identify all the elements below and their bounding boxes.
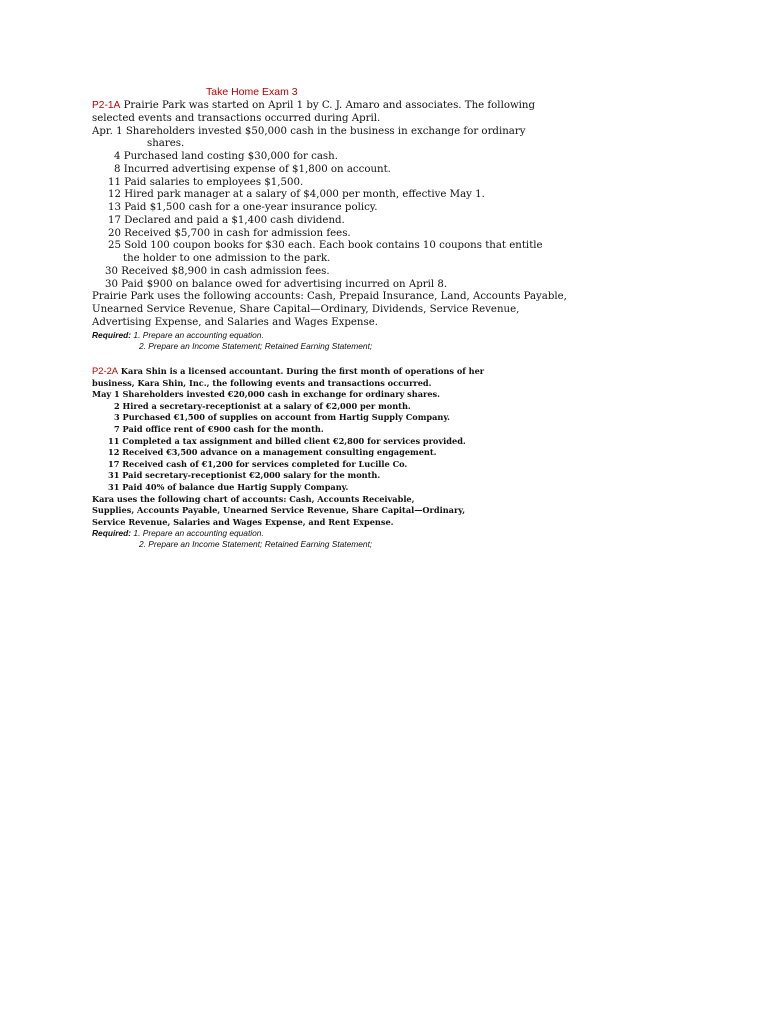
required-item-2: 2. Prepare an Income Statement; Retained Earning Statement; <box>139 538 373 549</box>
accounts-line: Advertising Expense, and Salaries and Wages Expense. <box>92 316 378 328</box>
transaction-line: 25 Sold 100 coupon books for $30 each. Each book contains 10 coupons that entitle <box>108 240 543 252</box>
problem-intro-line: P2-1A Prairie Park was started on April 1 by C. J. Amaro and associates. The following <box>92 100 536 111</box>
transaction-line: 3 Purchased €1,500 of supplies on account from Hartig Supply Company. <box>114 412 451 423</box>
accounts-line: Unearned Service Revenue, Share Capital—Ordinary, Dividends, Service Revenue, <box>92 304 520 315</box>
problem-id: P2-1A <box>92 100 121 111</box>
transaction-line: 12 Hired park manager at a salary of $4,000 per month, effective May 1. <box>108 189 485 201</box>
transaction-line: 7 Paid office rent of €900 cash for the month. <box>114 423 324 434</box>
transaction-line: 31 Paid secretary-receptionist €2,000 salary for the month. <box>108 470 381 481</box>
required-item-1: 1. Prepare an accounting equation. <box>131 329 264 340</box>
transaction-line: 17 Declared and paid a $1,400 cash dividend. <box>108 214 345 226</box>
accounts-line: Kara uses the following chart of accounts: Cash, Accounts Receivable, <box>92 493 415 504</box>
problem-intro-line: business, Kara Shin, Inc., the following events and transactions occurred. <box>92 377 432 388</box>
problem-intro-line: P2-2A Kara Shin is a licensed accountant. During the first month of operations of her <box>92 365 485 376</box>
transaction-line: 11 Paid salaries to employees $1,500. <box>108 176 304 188</box>
transaction-line: 31 Paid 40% of balance due Hartig Supply Company. <box>108 481 349 492</box>
transaction-line: 2 Hired a secretary-receptionist at a salary of €2,000 per month. <box>114 400 411 411</box>
accounts-line: Service Revenue, Salaries and Wages Expense, and Rent Expense. <box>92 516 394 527</box>
problem-p2-1a <box>92 100 567 352</box>
transaction-line: 13 Paid $1,500 cash for a one-year insurance policy. <box>108 202 378 213</box>
accounts-line: Supplies, Accounts Payable, Unearned Service Revenue, Share Capital—Ordinary, <box>92 505 466 516</box>
transaction-line: 17 Received cash of €1,200 for services completed for Lucille Co. <box>108 458 408 469</box>
required-item-2: 2. Prepare an Income Statement; Retained Earning Statement; <box>139 340 373 351</box>
transaction-line: 8 Incurred advertising expense of $1,800 on account. <box>114 163 391 175</box>
transaction-line: 30 Paid $900 on balance owed for advertising incurred on April 8. <box>105 278 448 290</box>
transaction-line: the holder to one admission to the park. <box>123 253 331 264</box>
transaction-line: 12 Received €3,500 advance on a management consulting engagement. <box>108 447 437 458</box>
required-line <box>92 528 484 538</box>
transaction-line: 20 Received $5,700 in cash for admission fees. <box>108 227 351 239</box>
required-line <box>92 330 567 341</box>
transaction-line: shares. <box>147 138 185 150</box>
page-title: Take Home Exam 3 <box>206 86 298 98</box>
transaction-line: 30 Received $8,900 in cash admission fees. <box>105 265 330 277</box>
transaction-line: 11 Completed a tax assignment and billed client €2,800 for services provided. <box>108 435 466 446</box>
transaction-line: 4 Purchased land costing $30,000 for cash. <box>114 151 338 162</box>
required-label: Required: <box>92 528 132 539</box>
problem-intro-line: selected events and transactions occurred during April. <box>92 112 381 124</box>
transaction-line: Apr. 1 Shareholders invested $50,000 cash in the business in exchange for ordinary <box>92 125 526 137</box>
problem-p2-2a <box>92 365 484 549</box>
accounts-line: Prairie Park uses the following accounts: Cash, Prepaid Insurance, Land, Accounts Payable, <box>92 291 567 303</box>
problem-id: P2-2A <box>92 365 119 376</box>
required-item-1: 1. Prepare an accounting equation. <box>131 528 264 539</box>
transaction-line: May 1 Shareholders invested €20,000 cash in exchange for ordinary shares. <box>92 389 441 400</box>
required-label: Required: <box>92 329 132 340</box>
